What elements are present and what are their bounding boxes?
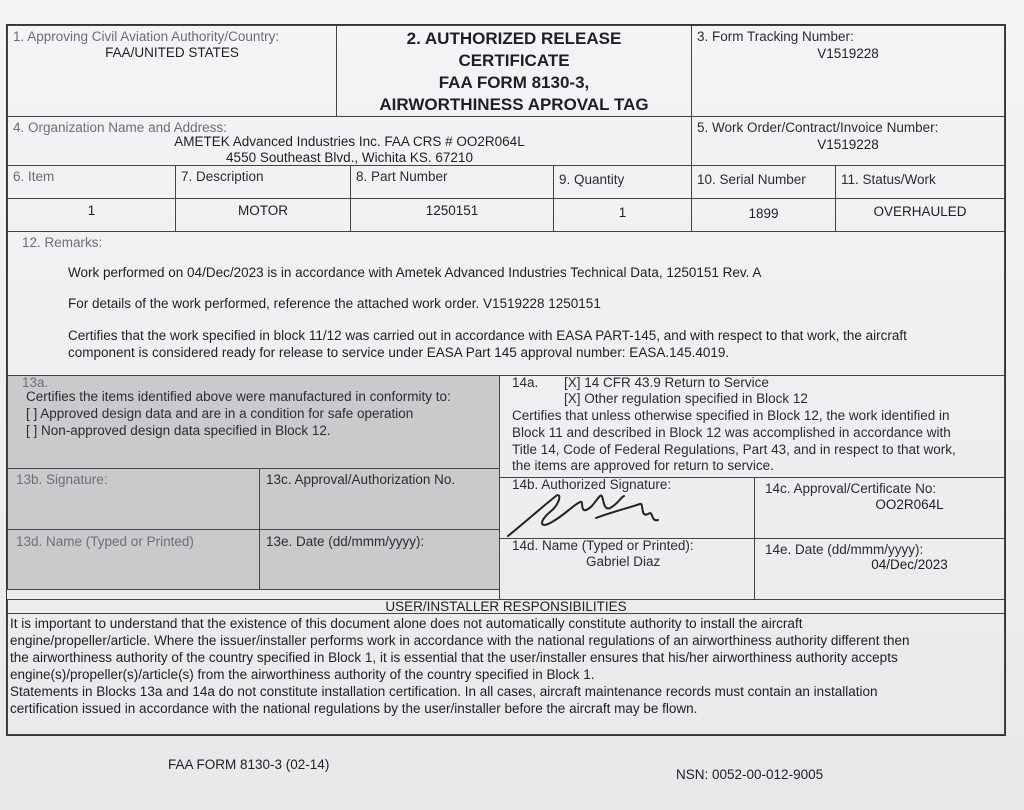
block-13b-label: 13b. Signature:: [16, 472, 108, 487]
work-order-number: V1519228: [817, 137, 879, 152]
block-1-label: 1. Approving Civil Aviation Authority/Country:: [13, 29, 280, 44]
user-installer-responsibilities: [7, 599, 1005, 735]
block-14d-label: 14d. Name (Typed or Printed):: [512, 538, 694, 553]
row-item: [7, 198, 176, 232]
header-quantity: [553, 165, 692, 199]
nsn: NSN: 0052-00-012-9005: [676, 767, 824, 782]
row-part-number: [350, 198, 554, 232]
block-3: [691, 25, 1005, 117]
header-serial-number: [691, 165, 836, 199]
block-14b: [499, 477, 755, 539]
responsibilities-line-1: It is important to understand that the existence of this document alone does not automatically constitute authority to install the aircraft: [10, 616, 803, 631]
status-work-value: OVERHAULED: [873, 204, 967, 219]
remarks-line-2: For details of the work performed, reference the attached work order. V1519228 1250151: [68, 296, 601, 311]
block-14a-option-other: [X] Other regulation specified in Block 12: [564, 391, 808, 406]
header-status-work: [835, 165, 1005, 199]
block-14a-text-1: Certifies that unless otherwise specified in Block 12, the work identified in: [512, 408, 950, 423]
part-number-value: 1250151: [425, 203, 479, 218]
block-13a: [7, 375, 500, 469]
remarks-label: 12. Remarks:: [22, 235, 103, 250]
form-title: [337, 28, 691, 116]
responsibilities-line-5: Statements in Blocks 13a and 14a do not constitute installation certification. In all cases, aircraft maintenance records must contain an installation: [10, 684, 878, 699]
header-part-number-label: 8. Part Number: [356, 169, 448, 184]
block-5: [691, 116, 1005, 166]
block-14e-label: 14e. Date (dd/mmm/yyyy):: [765, 542, 924, 557]
header-serial-number-label: 10. Serial Number: [697, 172, 806, 187]
title-line-3: FAA FORM 8130-3,: [438, 73, 590, 92]
block-14c: [754, 477, 1005, 539]
header-part-number: [350, 165, 554, 199]
header-description: [175, 165, 351, 199]
row-quantity: [553, 198, 692, 232]
block-4: [7, 116, 692, 166]
block-14a: [499, 375, 1005, 478]
responsibilities-heading: USER/INSTALLER RESPONSIBILITIES: [385, 599, 627, 614]
block-13e: [259, 529, 500, 590]
release-date: 04/Dec/2023: [871, 557, 948, 572]
block-5-label: 5. Work Order/Contract/Invoice Number:: [697, 120, 939, 135]
block-14e: [754, 538, 1005, 600]
block-13a-option-approved: [ ] Approved design data and are in a condition for safe operation: [26, 406, 414, 421]
quantity-value: 1: [618, 205, 627, 220]
responsibilities-line-6: certification issued in accordance with the national regulations by the user/installer before the aircraft may be flown.: [10, 701, 698, 716]
block-13a-option-non-approved: [ ] Non-approved design data specified in Block 12.: [26, 423, 331, 438]
block-14a-label: 14a.: [512, 375, 539, 390]
header-status-work-label: 11. Status/Work: [841, 172, 936, 187]
block-14a-text-3: Title 14, Code of Federal Regulations, Part 43, and in respect to that work,: [512, 442, 956, 457]
row-serial-number: [691, 198, 836, 232]
title-line-4: AIRWORTHINESS APROVAL TAG: [379, 95, 649, 114]
responsibilities-line-3: the airworthiness authority of the country specified in Block 1, it is essential that the user/installer ensures that his/her airworthiness authority accepts: [10, 650, 898, 665]
block-13c: [259, 468, 500, 530]
title-line-2: CERTIFICATE: [458, 51, 570, 70]
block-4-label: 4. Organization Name and Address:: [13, 120, 227, 135]
organization-address: 4550 Southeast Blvd., Wichita KS. 67210: [226, 150, 473, 165]
form-8130-3: [6, 24, 1006, 736]
form-tracking-number: V1519228: [817, 46, 879, 61]
block-13b: [7, 468, 260, 530]
header-item: [7, 165, 176, 199]
description-value: MOTOR: [238, 203, 288, 218]
block-13a-text: Certifies the items identified above were manufactured in conformity to:: [26, 389, 451, 404]
title-line-1: 2. AUTHORIZED RELEASE: [406, 29, 622, 48]
remarks-line-3a: Certifies that the work specified in block 11/12 was carried out in accordance with EASA PART-145, and with respect to that work, the aircraft: [68, 328, 907, 343]
authorized-signature: [500, 478, 755, 539]
block-14b-label: 14b. Authorized Signature:: [512, 477, 672, 492]
header-item-label: 6. Item: [13, 169, 55, 184]
block-13c-label: 13c. Approval/Authorization No.: [266, 472, 456, 487]
block-1: [7, 25, 337, 117]
block-13e-label: 13e. Date (dd/mmm/yyyy):: [266, 534, 425, 549]
block-12-remarks: [7, 231, 1005, 376]
row-status-work: [835, 198, 1005, 232]
serial-number-value: 1899: [748, 206, 779, 221]
remarks-line-1: Work performed on 04/Dec/2023 is in accordance with Ametek Advanced Industries Technical Data, 1250151 Rev. A: [68, 265, 762, 280]
block-14a-text-4: the items are approved for return to service.: [512, 458, 774, 473]
block-14c-label: 14c. Approval/Certificate No:: [765, 481, 937, 496]
row-description: [175, 198, 351, 232]
block-14a-text-2: Block 11 and described in Block 12 was accomplished in accordance with: [512, 425, 951, 440]
block-13d: [7, 529, 260, 590]
block-14a-option-return: [X] 14 CFR 43.9 Return to Service: [564, 375, 769, 390]
responsibilities-line-2: engine/propeller/article. Where the issuer/installer performs work in accordance with the national regulations of an airworthiness authority different then: [10, 633, 910, 648]
organization-name: AMETEK Advanced Industries Inc. FAA CRS # OO2R064L: [174, 134, 525, 149]
remarks-line-3b: component is considered ready for release to service under EASA Part 145 approval number: EASA.145.4019.: [68, 345, 730, 360]
block-2: [336, 25, 692, 117]
item-value: 1: [87, 203, 96, 218]
block-1-value: FAA/UNITED STATES: [105, 45, 239, 60]
header-quantity-label: 9. Quantity: [559, 172, 625, 187]
form-id: FAA FORM 8130-3 (02-14): [168, 757, 330, 772]
approval-certificate-number: OO2R064L: [875, 497, 944, 512]
block-14d: [499, 538, 755, 600]
printed-name: Gabriel Diaz: [586, 554, 661, 569]
block-13d-label: 13d. Name (Typed or Printed): [16, 534, 194, 549]
block-3-label: 3. Form Tracking Number:: [697, 29, 854, 44]
header-description-label: 7. Description: [181, 169, 264, 184]
responsibilities-line-4: engine(s)/propeller(s)/article(s) from the airworthiness authority of the country specified in Block 1.: [10, 667, 595, 682]
block-13a-label: 13a.: [22, 375, 49, 390]
